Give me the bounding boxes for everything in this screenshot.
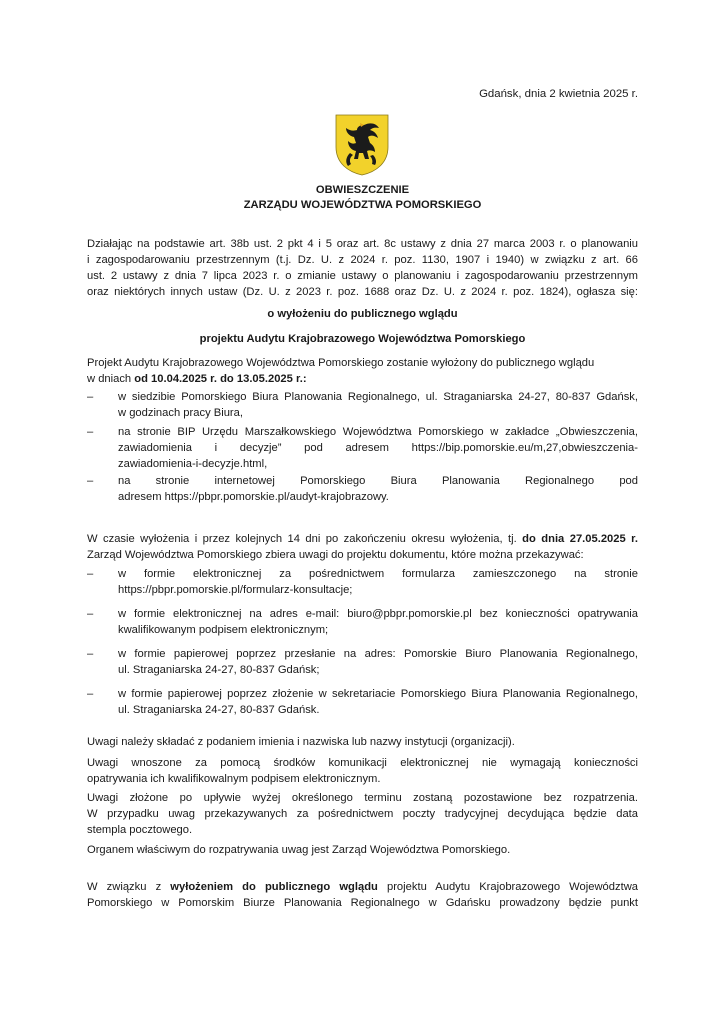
notes-p2 xyxy=(87,755,638,787)
dash-bullet: – xyxy=(87,688,94,700)
notes-p3 xyxy=(87,790,638,838)
list-item xyxy=(87,424,638,472)
comments-line1 xyxy=(87,531,638,547)
closing-line1-suffix: projektu Audytu Krajobrazowego Województwa xyxy=(377,881,638,893)
intro-line: i zagospodarowaniu przestrzennym (t.j. Dz. U. z 2024 r. poz. 1130, 1907 i 1940) w związku z art. 66 xyxy=(87,254,638,266)
comments-deadline: do dnia 27.05.2025 r. xyxy=(522,533,639,545)
list-item xyxy=(87,389,638,421)
list-item xyxy=(87,686,638,718)
intro-paragraph xyxy=(87,236,638,300)
list-item-line: adresem https://pbpr.pomorskie.pl/audyt-krajobrazowy. xyxy=(118,491,389,503)
exposition-line2-prefix: w dniach xyxy=(87,373,135,385)
list-item-line: w godzinach pracy Biura, xyxy=(118,407,243,419)
list-item-line: ul. Straganiarska 24-27, 80-837 Gdańsk. xyxy=(118,704,320,716)
comments-paragraph xyxy=(87,531,638,563)
comment-methods-list xyxy=(87,566,638,718)
list-item xyxy=(87,646,638,678)
notice-title-line2: ZARZĄDU WOJEWÓDZTWA POMORSKIEGO xyxy=(243,199,482,211)
notes-line: Uwagi wnoszone za pomocą środków komunikacji elektronicznej nie wymagają konieczności xyxy=(87,757,638,769)
exposition-locations-list xyxy=(87,389,638,505)
pomorskie-coat-of-arms xyxy=(334,113,390,177)
exposition-line1: Projekt Audytu Krajobrazowego Województwa Pomorskiego zostanie wyłożony do publicznego wglądu xyxy=(87,357,595,369)
list-item-line: zawiadomienia-i-decyzje.html, xyxy=(118,458,268,470)
list-item-line: kwalifikowanym podpisem elektronicznym; xyxy=(118,624,329,636)
notes-line: opatrywania ich kwalifikowalnym podpisem elektronicznym. xyxy=(87,773,381,785)
date-line: Gdańsk, dnia 2 kwietnia 2025 r. xyxy=(479,88,638,100)
dash-bullet: – xyxy=(87,648,94,660)
list-item-line: w formie elektronicznej za pośrednictwem formularza zamieszczonego na stronie xyxy=(118,568,638,580)
dash-bullet: – xyxy=(87,475,94,487)
list-item-line: na stronie BIP Urzędu Marszałkowskiego Województwa Pomorskiego w zakładce „Obwieszczenia, xyxy=(118,426,638,438)
subject-line2: projektu Audytu Krajobrazowego Województwa Pomorskiego xyxy=(199,333,526,345)
intro-line: oraz niektórych innych ustaw (Dz. U. z 2023 r. poz. 1688 oraz Dz. U. z 2024 r. poz. 1824), ogłasza się: xyxy=(87,286,638,298)
list-item-line: na stronie internetowej Pomorskiego Biura Planowania Regionalnego pod xyxy=(118,475,638,487)
dash-bullet: – xyxy=(87,391,94,403)
comments-line2: Zarząd Województwa Pomorskiego zbiera uwagi do projektu dokumentu, które można przekazywać: xyxy=(87,549,584,561)
comments-line1-prefix: W czasie wyłożenia i przez kolejnych 14 dni po zakończeniu okresu wyłożenia, tj. xyxy=(87,533,523,545)
notice-title-line1: OBWIESZCZENIE xyxy=(315,184,410,196)
notes-p1: Uwagi należy składać z podaniem imienia i nazwiska lub nazwy instytucji (organizacji). xyxy=(87,736,515,748)
notes-p4: Organem właściwym do rozpatrywania uwag jest Zarząd Województwa Pomorskiego. xyxy=(87,844,511,856)
notes-line: stempla pocztowego. xyxy=(87,824,193,836)
closing-line1 xyxy=(87,879,638,895)
list-item-line: ul. Straganiarska 24-27, 80-837 Gdańsk; xyxy=(118,664,320,676)
intro-line: ust. 2 ustawy z dnia 7 lipca 2023 r. o zmianie ustawy o planowaniu i zagospodarowaniu przestrzennym xyxy=(87,270,638,282)
closing-bold-phrase: wyłożeniem do publicznego wglądu xyxy=(170,881,378,893)
closing-paragraph xyxy=(87,879,638,911)
exposition-paragraph xyxy=(87,355,638,387)
list-item xyxy=(87,566,638,598)
subject-line1: o wyłożeniu do publicznego wglądu xyxy=(267,308,458,320)
list-item-line: w formie papierowej poprzez przesłanie na adres: Pomorskie Biuro Planowania Regionalnego, xyxy=(118,648,638,660)
list-item-line: w siedzibie Pomorskiego Biura Planowania Regionalnego, ul. Straganiarska 24-27, 80-837 Gdańsk, xyxy=(118,391,638,403)
notes-line: Uwagi złożone po upływie wyżej określonego terminu zostaną pozostawione bez rozpatrzenia. xyxy=(87,792,638,804)
exposition-line2 xyxy=(87,371,638,387)
dash-bullet: – xyxy=(87,568,94,580)
dash-bullet: – xyxy=(87,426,94,438)
list-item-line: https://pbpr.pomorskie.pl/formularz-konsultacje; xyxy=(118,584,353,596)
list-item-line: w formie elektronicznej na adres e-mail: biuro@pbpr.pomorskie.pl bez konieczności opatrywania xyxy=(118,608,638,620)
list-item xyxy=(87,606,638,638)
list-item-line: zawiadomienia i decyzje” pod adresem https://bip.pomorskie.eu/m,27,obwieszczenia- xyxy=(118,442,638,454)
notice-title xyxy=(87,183,638,213)
list-item-line: w formie papierowej poprzez złożenie w sekretariacie Pomorskiego Biura Planowania Regionalnego, xyxy=(118,688,638,700)
closing-line1-prefix: W związku z xyxy=(87,881,171,893)
closing-line2: Pomorskiego w Pomorskim Biurze Planowania Regionalnego w Gdańsku prowadzony będzie punkt xyxy=(87,897,638,909)
intro-line: Działając na podstawie art. 38b ust. 2 pkt 4 i 5 oraz art. 8c ustawy z dnia 27 marca 2003 r. o planowaniu xyxy=(87,238,638,250)
list-item xyxy=(87,473,638,505)
exposition-dates: od 10.04.2025 r. do 13.05.2025 r.: xyxy=(134,373,307,385)
notes-line: W przypadku uwag przekazywanych za pośrednictwem poczty tradycyjnej decydująca będzie data xyxy=(87,808,638,820)
dash-bullet: – xyxy=(87,608,94,620)
